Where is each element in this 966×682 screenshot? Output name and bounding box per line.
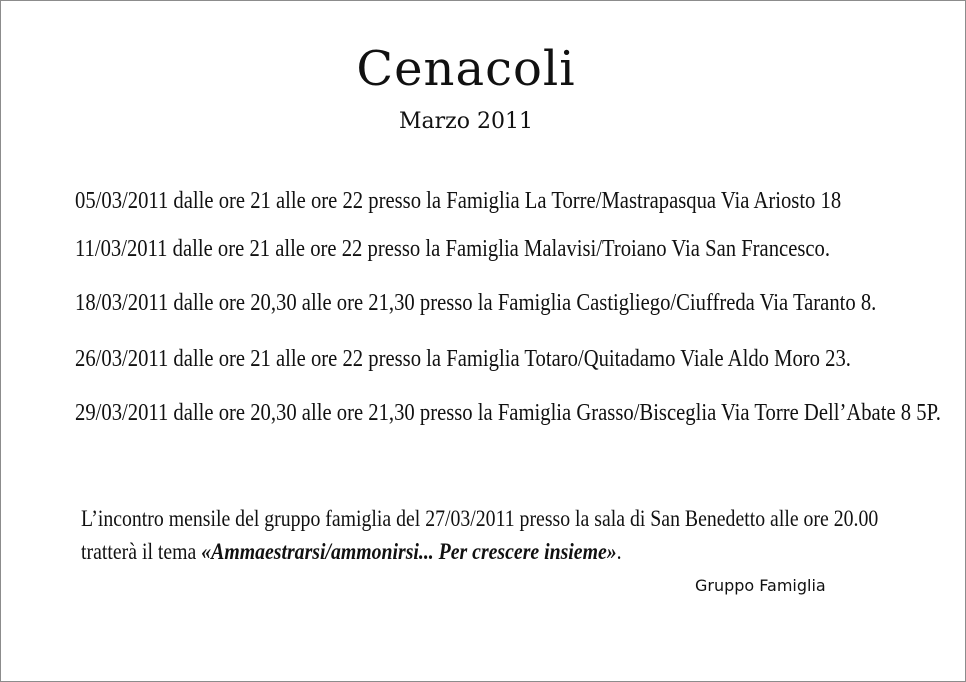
- document-title: Cenacoli: [356, 41, 576, 97]
- event-line: 18/03/2011 dalle ore 20,30 alle ore 21,30 presso la Famiglia Castigliego/Ciuffreda Via Taranto 8.: [75, 290, 877, 316]
- event-line: 26/03/2011 dalle ore 21 alle ore 22 presso la Famiglia Totaro/Quitadamo Viale Aldo Moro 23.: [75, 346, 851, 372]
- event-line: 05/03/2011 dalle ore 21 alle ore 22 presso la Famiglia La Torre/Mastrapasqua Via Ariosto 18: [75, 188, 842, 214]
- event-line: 11/03/2011 dalle ore 21 alle ore 22 presso la Famiglia Malavisi/Troiano Via San Francesco.: [75, 236, 831, 262]
- document-subtitle: Marzo 2011: [399, 109, 533, 134]
- meeting-theme: «Ammaestrarsi/ammonirsi... Per crescere insieme»: [201, 539, 617, 564]
- event-line: 29/03/2011 dalle ore 20,30 alle ore 21,30 presso la Famiglia Grasso/Bisceglia Via Torre Dell’Abate 8 5P.: [75, 400, 941, 426]
- meeting-note-prefix: tratterà il tema: [81, 539, 202, 564]
- meeting-note-suffix: .: [616, 539, 622, 564]
- meeting-note-line-1: L’incontro mensile del gruppo famiglia del 27/03/2011 presso la sala di San Benedetto alle ore 20.00: [81, 506, 879, 531]
- meeting-note-line-2: [81, 539, 622, 565]
- signature: Gruppo Famiglia: [695, 576, 826, 595]
